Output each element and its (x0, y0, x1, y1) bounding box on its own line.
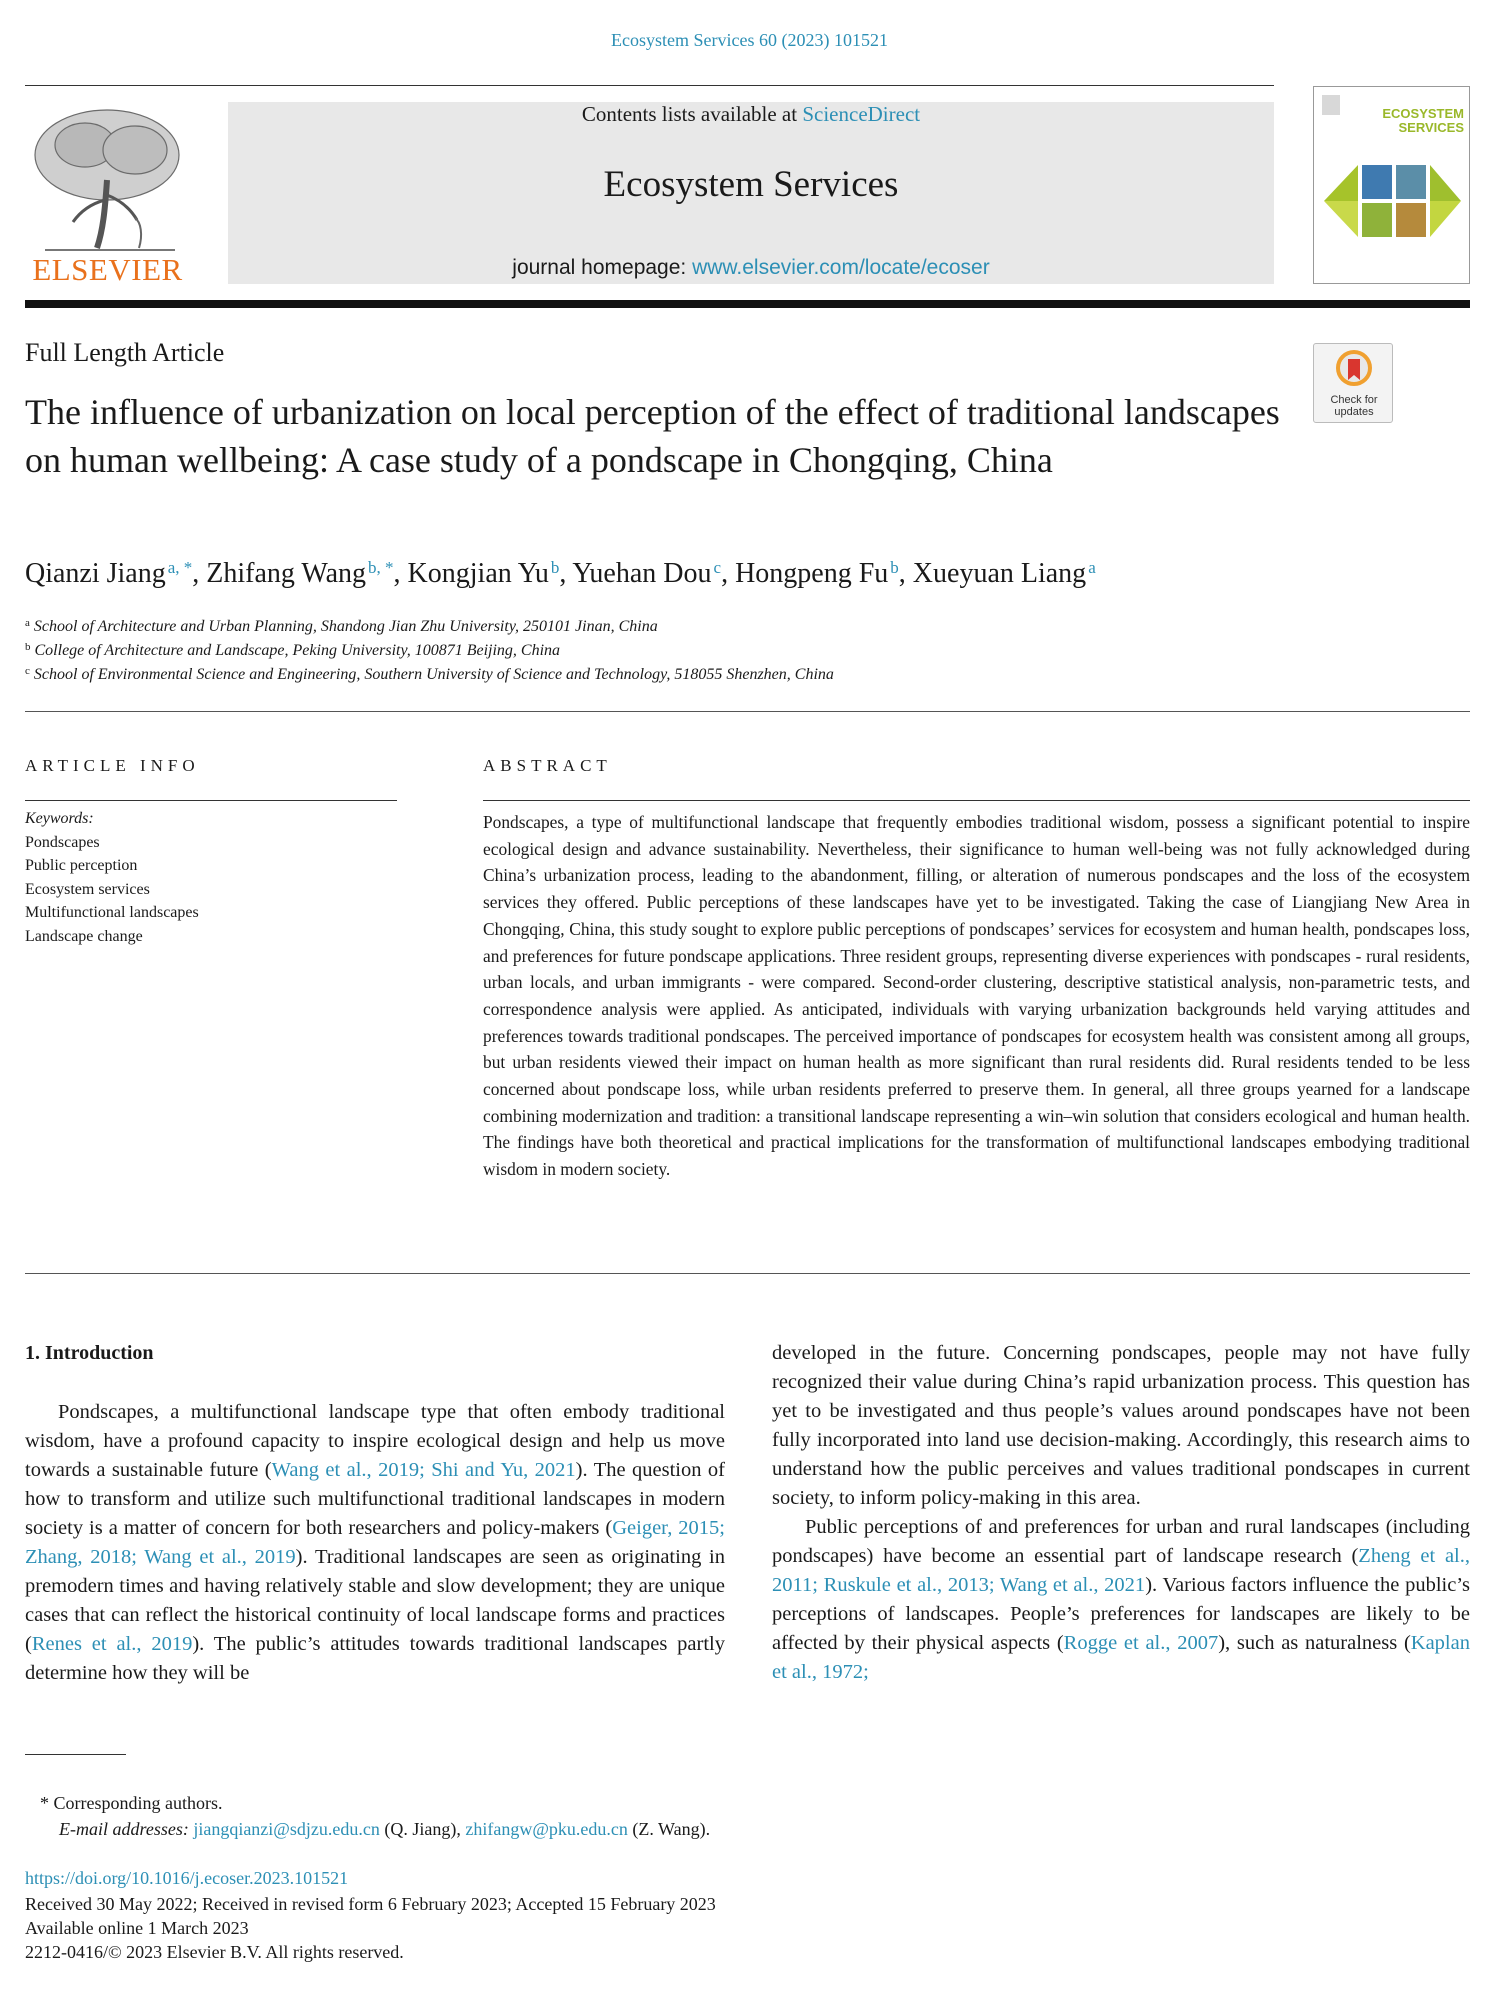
article-type: Full Length Article (25, 338, 225, 367)
email-link-jiang[interactable]: jiangqianzi@sdjzu.edu.cn (193, 1819, 380, 1839)
citation-link[interactable]: Geiger, 2015; Zhang, 2018; Wang et al., 2019 (25, 1517, 725, 1568)
keyword: Ecosystem services (25, 880, 150, 898)
keyword: Public perception (25, 857, 138, 874)
article-info-divider (25, 800, 397, 801)
check-updates-label (1314, 394, 1394, 418)
header-thick-divider (25, 300, 1470, 308)
homepage-prefix: journal homepage: (512, 256, 693, 279)
section-divider (25, 1273, 1470, 1274)
doi-link[interactable]: https://doi.org/10.1016/j.ecoser.2023.101521 (25, 1868, 349, 1888)
homepage-line (228, 256, 1274, 280)
author-4[interactable]: Yuehan Dou $^c$, (572, 558, 736, 589)
paragraph: Public perceptions of and preferences for urban and rural landscapes (including pondscapes) have become an essential part of landscape research (Zheng et al., 2011; Ruskule et al., 2013; Wang et al., 2021). Various factors influence the public’s perceptions of landscapes. People’s preferences for landscapes are likely to be affected by their physical aspects (Rogge et al., 2007), such as naturalness (Kaplan et al., 1972; (772, 1516, 1470, 1683)
check-for-updates-button[interactable] (1313, 343, 1393, 423)
citation-link[interactable]: Wang et al., 2019; Shi and Yu, 2021 (271, 1459, 576, 1481)
cover-artwork (1324, 165, 1461, 237)
citation-link[interactable]: Renes et al., 2019 (31, 1633, 193, 1655)
contents-line (228, 102, 1274, 127)
author-6[interactable]: Xueyuan Liang $^a$ (912, 558, 1096, 589)
contents-prefix: Contents lists available at (581, 102, 803, 126)
copyright-notice: 2212-0416/© 2023 Elsevier B.V. All rights reserved. (25, 1942, 404, 1962)
bookmark-icon (1336, 350, 1372, 390)
citation-link[interactable]: Rogge et al., 2007 (1063, 1632, 1219, 1654)
email-addresses-note: E-mail addresses: jiangqianzi@sdjzu.edu.cn (Q. Jiang), zhifangw@pku.edu.cn (Z. Wang). (59, 1819, 711, 1839)
article-info-heading: ARTICLE INFO (25, 756, 200, 775)
affiliation-b: $^b$ College of Architecture and Landscape, Peking University, 100871 Beijing, China (25, 641, 561, 659)
email-link-wang[interactable]: zhifangw@pku.edu.cn (465, 1819, 628, 1839)
author-list (25, 558, 1325, 590)
author-1-affil[interactable]: a, * (167, 558, 193, 577)
author-2-affil[interactable]: b, * (368, 558, 394, 577)
paragraph: developed in the future. Concerning pondscapes, people may not have fully recognized their value during China’s rapid urbanization process. This question has yet to be investigated and thus people’s values around pondscapes have not been fully incorporated into land use decision-making. Accordingly, this research aims to understand how the public perceives and values traditional pondscapes in current society, to inform policy-making in this area. (772, 1342, 1470, 1509)
body-column-right (772, 1339, 1470, 1687)
cover-publisher-mark (1322, 95, 1340, 115)
cover-title-line2: SERVICES (1398, 120, 1464, 135)
keywords-label: Keywords: (25, 810, 94, 827)
abstract-text: Pondscapes, a type of multifunctional landscape that frequently embodies traditional wisdom, possess a significant potential to inspire ecological design and advance sustainability. Nevertheless, their significance to human well-being was not fully acknowledged during China’s urbanization process, leading to the abandonment, filling, or alteration of numerous pondscapes and the loss of the ecosystem services they offered. Public perceptions of these landscapes have yet to be investigated. Taking the case of Liangjiang New Area in Chongqing, China, this study sought to explore public perceptions of pondscapes’ services for ecosystem and human health, pondscapes loss, and preferences for future pondscape applications. Three resident groups, representing diverse experiences with pondscapes - rural residents, urban locals, and urban immigrants - were compared. Second-order clustering, descriptive statistical analysis, non-parametric tests, and correspondence analysis were applied. As anticipated, individuals with varying urbanization backgrounds held varying attitudes and preferences towards traditional pondscapes. The perceived importance of pondscapes for ecosystem health was consistent among all groups, but urban residents viewed their impact on human health as more significant than rural residents did. Rural residents tended to be less concerned about pondscape loss, while urban residents preferred to preserve them. In general, all three groups yearned for a landscape combining modernization and tradition: a transitional landscape representing a win–win solution that considers ecological and human health. The findings have both theoretical and practical implications for the transformation of multifunctional landscapes embodying traditional wisdom in modern society. (483, 812, 1470, 1180)
author-2[interactable]: Zhifang Wang $^{b, *}$, (206, 558, 408, 589)
sciencedirect-link[interactable]: ScienceDirect (802, 102, 921, 126)
introduction-heading: 1. Introduction (25, 1342, 154, 1364)
affiliation-c: $^c$ School of Environmental Science and Engineering, Southern University of Science and Technology, 518055 Shenzhen, China (25, 665, 834, 683)
cover-title (1362, 107, 1464, 135)
email-label: E-mail addresses: (59, 1819, 194, 1839)
online-date: Available online 1 March 2023 (25, 1918, 249, 1938)
journal-cover-thumbnail[interactable] (1313, 86, 1470, 284)
section-divider (25, 711, 1470, 712)
citation-link[interactable]: Zheng et al., 2011; Ruskule et al., 2013; Wang et al., 2021 (772, 1545, 1470, 1596)
corresponding-authors-note: * Corresponding authors. (40, 1793, 223, 1813)
abstract-divider (483, 800, 1470, 801)
author-5-affil[interactable]: b (890, 558, 899, 577)
journal-citation[interactable]: Ecosystem Services 60 (2023) 101521 (611, 30, 888, 50)
keyword: Pondscapes (25, 833, 100, 851)
keywords-list (25, 807, 199, 948)
keyword: Multifunctional landscapes (25, 904, 199, 921)
elsevier-wordmark: ELSEVIER (32, 252, 183, 287)
author-1[interactable]: Qianzi Jiang $^{a, *}$, (25, 558, 207, 589)
top-divider (25, 85, 1274, 86)
received-dates: Received 30 May 2022; Received in revised form 6 February 2023; Accepted 15 February 2023 (25, 1894, 716, 1914)
affiliation-a: $^a$ School of Architecture and Urban Planning, Shandong Jian Zhu University, 250101 Jinan, China (25, 617, 658, 635)
author-4-affil[interactable]: c (713, 558, 722, 577)
check-updates-line2: updates (1334, 406, 1374, 418)
paragraph: Pondscapes, a multifunctional landscape type that often embody traditional wisdom, have a profound capacity to inspire ecological design and help us move towards a sustainable future (Wang et al., 2019; Shi and Yu, 2021). The question of how to transform and utilize such multifunctional traditional landscapes in modern society is a matter of concern for both researchers and policy-makers (Geiger, 2015; Zhang, 2018; Wang et al., 2019). Traditional landscapes are seen as originating in premodern times and having relatively stable and slow development; they are unique cases that can reflect the historical continuity of local landscape forms and practices (Renes et al., 2019). The public’s attitudes towards traditional landscapes partly determine how they will be (25, 1401, 726, 1684)
footnote-divider (25, 1754, 126, 1755)
cover-title-line1: ECOSYSTEM (1382, 106, 1464, 121)
abstract-heading: ABSTRACT (483, 756, 612, 775)
body-column-left (25, 1398, 725, 1688)
article-title: The influence of urbanization on local perception of the effect of traditional landscapes on human wellbeing: A case study of a pondscape in Chongqing, China (25, 392, 1280, 480)
author-5[interactable]: Hongpeng Fu $^b$, (735, 558, 913, 589)
citation-link[interactable]: Kaplan et al., 1972; (772, 1632, 1470, 1683)
journal-name: Ecosystem Services (603, 164, 899, 205)
check-updates-line1: Check for (1330, 394, 1378, 406)
author-6-affil[interactable]: a (1088, 558, 1096, 577)
author-3[interactable]: Kongjian Yu $^b$, (407, 558, 573, 589)
author-3-affil[interactable]: b (550, 558, 560, 577)
journal-homepage-link[interactable]: www.elsevier.com/locate/ecoser (692, 256, 990, 279)
keyword: Landscape change (25, 927, 143, 945)
